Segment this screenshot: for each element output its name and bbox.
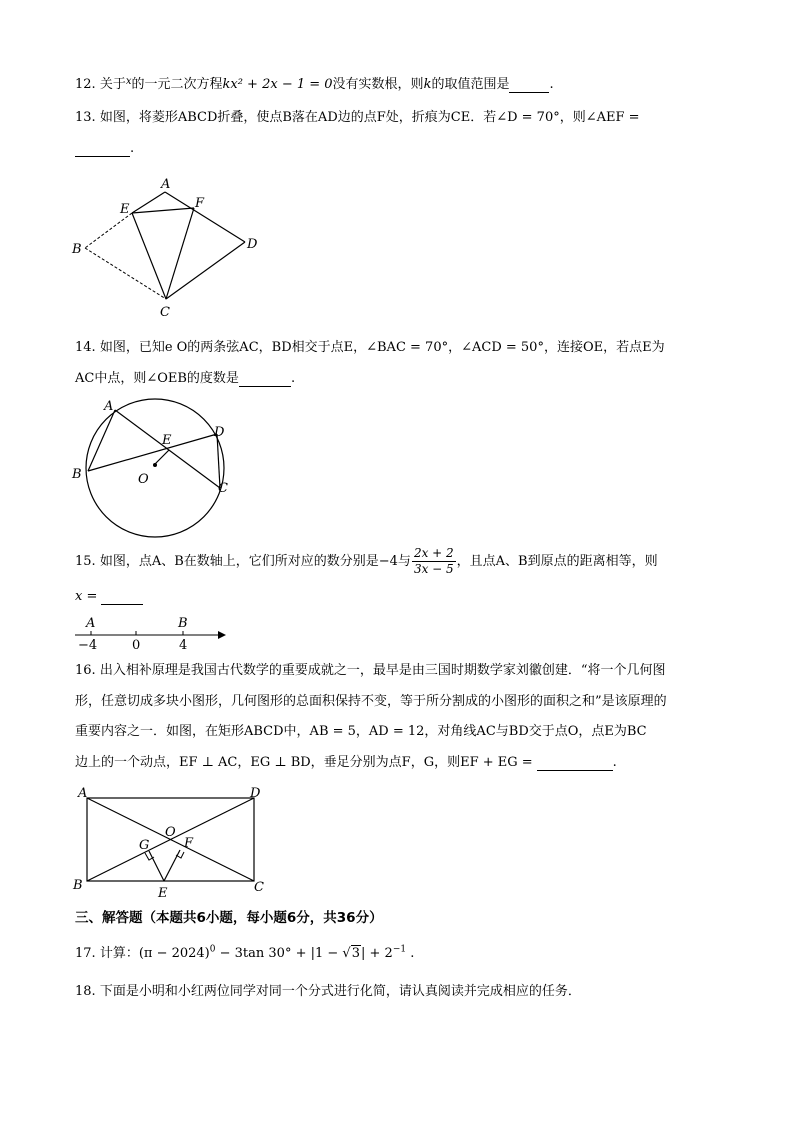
section-heading: 三、解答题（本题共6小题，每小题6分，共36分） bbox=[75, 910, 383, 926]
question-end: . bbox=[406, 946, 415, 961]
sqrt-symbol: √ bbox=[342, 946, 351, 961]
expression: 计算：(π − 2024) bbox=[99, 946, 210, 961]
question-end: . bbox=[290, 371, 296, 386]
tick-label-4: 4 bbox=[179, 638, 188, 653]
label-O: O bbox=[138, 472, 149, 487]
question-text: 如图，已知e O的两条弦AC，BD相交于点E，∠BAC = 70°，∠ACD = 50°，连接OE，若点E为 bbox=[99, 340, 665, 355]
question-text: 如图，将菱形ABCD折叠，使点B落在AD边的点F处，折痕为CE．若∠D = 70°，则∠AEF = bbox=[99, 110, 640, 125]
label-D: D bbox=[247, 237, 258, 252]
question-number: 13. bbox=[75, 110, 96, 125]
question-number: 14. bbox=[75, 340, 96, 355]
question-number: 12. bbox=[75, 77, 96, 92]
expression: | + 2 bbox=[361, 946, 393, 961]
label-G: G bbox=[139, 838, 150, 853]
question-text: 如图，点A、B在数轴上，它们所对应的数分别是−4与 bbox=[99, 554, 411, 569]
sqrt-radicand: 3 bbox=[351, 946, 360, 961]
question-text: 出入相补原理是我国古代数学的重要成就之一，最早是由三国时期数学家刘徽创建．“将一个几何图 bbox=[99, 663, 666, 678]
question-text: AC中点，则∠OEB的度数是 bbox=[75, 371, 239, 386]
label-B: B bbox=[178, 616, 188, 631]
label-O: O bbox=[165, 825, 176, 840]
label-A: A bbox=[104, 399, 114, 414]
question-text: 重要内容之一．如图，在矩形ABCD中，AB = 5，AD = 12，对角线AC与BD交于点O，点E为BC bbox=[75, 724, 647, 739]
label-F: F bbox=[195, 196, 205, 211]
fraction-numerator: 2x + 2 bbox=[413, 546, 454, 560]
question-text: 关于 bbox=[99, 77, 126, 92]
question-text: 的取值范围是 bbox=[431, 77, 510, 92]
question-end: . bbox=[612, 755, 617, 770]
question-number: 17. bbox=[75, 946, 96, 961]
label-C: C bbox=[218, 481, 228, 496]
label-B: B bbox=[73, 878, 83, 893]
question-17 bbox=[75, 946, 414, 962]
label-A: A bbox=[86, 616, 96, 631]
expression: − 3tan 30° + |1 − bbox=[215, 946, 343, 961]
label-A: A bbox=[78, 786, 88, 801]
answer-prefix: x = bbox=[75, 589, 98, 604]
tick-label-neg4: −4 bbox=[78, 638, 98, 653]
label-A: A bbox=[161, 177, 171, 192]
label-F: F bbox=[184, 836, 194, 851]
question-text: 下面是小明和小红两位同学对同一个分式进行化简，请认真阅读并完成相应的任务． bbox=[99, 984, 581, 999]
question-text: 形，任意切成多块小图形，几何图形的总面积保持不变，等于所分割成的小图形的面积之和”是该原理的 bbox=[75, 694, 667, 709]
question-end: . bbox=[130, 141, 135, 156]
question-18 bbox=[75, 984, 581, 1000]
question-number: 18. bbox=[75, 984, 96, 999]
question-text: ，且点A、B到原点的距离相等，则 bbox=[456, 554, 658, 569]
exponent: −1 bbox=[392, 944, 407, 955]
label-B: B bbox=[72, 242, 82, 257]
tick-label-zero: 0 bbox=[132, 638, 141, 653]
question-text: 的一元二次方程 bbox=[131, 77, 223, 92]
question-end: . bbox=[549, 77, 554, 92]
question-text: 边上的一个动点，EF ⊥ AC，EG ⊥ BD，垂足分别为点F，G，则EF + EG = bbox=[75, 755, 533, 770]
label-E: E bbox=[158, 886, 168, 901]
variable: x bbox=[125, 76, 132, 87]
label-C: C bbox=[254, 880, 264, 895]
label-B: B bbox=[72, 467, 82, 482]
label-E: E bbox=[162, 433, 172, 448]
label-D: D bbox=[250, 786, 261, 801]
equation: kx² + 2x − 1 = 0 bbox=[222, 77, 333, 92]
exponent: 0 bbox=[209, 944, 216, 955]
question-number: 15. bbox=[75, 554, 96, 569]
fraction-denominator: 3x − 5 bbox=[413, 562, 454, 576]
label-D: D bbox=[214, 425, 225, 440]
question-number: 16. bbox=[75, 663, 96, 678]
variable: k bbox=[423, 77, 432, 92]
segment-EF bbox=[164, 850, 180, 881]
question-text: 没有实数根，则 bbox=[332, 77, 424, 92]
label-C: C bbox=[160, 305, 170, 320]
segment-EG bbox=[149, 851, 164, 881]
label-E: E bbox=[120, 202, 130, 217]
